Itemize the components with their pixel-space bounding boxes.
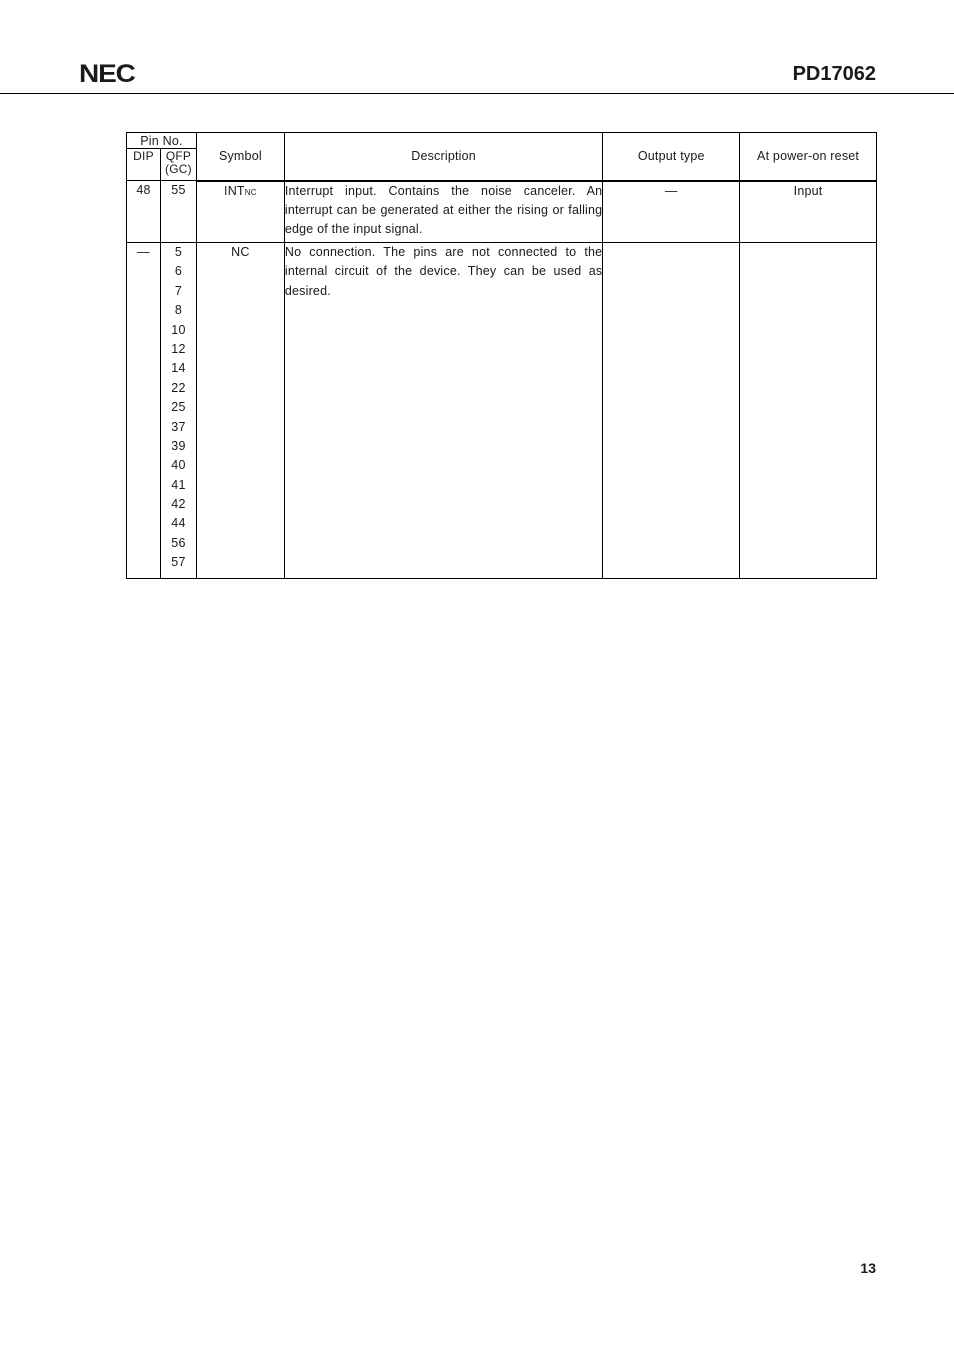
- qfp-pin: 14: [171, 361, 186, 376]
- description-cell: No connection. The pins are not connected to the internal circuit of the device. They can be used as desired.: [284, 243, 603, 579]
- document-title: PD17062: [792, 63, 876, 85]
- header-output-type: Output type: [603, 133, 740, 181]
- symbol-cell: [196, 181, 284, 243]
- qfp-pin: 6: [174, 264, 183, 279]
- qfp-pin: 37: [171, 419, 186, 434]
- header-pin-no: Pin No.: [127, 133, 197, 149]
- qfp-pin: 7: [174, 283, 183, 298]
- qfp-pin: 25: [171, 400, 186, 415]
- header-power-on-reset: At power-on reset: [740, 133, 877, 181]
- dip-cell: —: [127, 243, 161, 579]
- header-qfp-line2: (GC): [165, 162, 192, 176]
- qfp-pin: 41: [171, 477, 186, 492]
- power-on-reset-cell: Input: [740, 181, 877, 243]
- qfp-pin: 39: [171, 438, 186, 453]
- qfp-pin: 40: [171, 458, 186, 473]
- header-qfp-line1: QFP: [165, 149, 192, 163]
- header-description: Description: [284, 133, 603, 181]
- page-header: [0, 0, 954, 94]
- symbol-main: INT: [224, 183, 245, 198]
- page-number: 13: [860, 1260, 876, 1276]
- qfp-pin: 42: [171, 497, 186, 512]
- qfp-list-cell: [160, 243, 196, 579]
- output-type-cell: [603, 243, 740, 579]
- table-row: [127, 243, 877, 579]
- qfp-cell: 55: [160, 181, 196, 243]
- qfp-pin: 12: [171, 341, 186, 356]
- header-dip: DIP: [127, 149, 161, 181]
- qfp-pin: 8: [174, 303, 183, 318]
- pin-function-table: [126, 132, 877, 579]
- dip-cell: 48: [127, 181, 161, 243]
- qfp-pin: 22: [171, 380, 186, 395]
- description-cell: Interrupt input. Contains the noise canceler. An interrupt can be generated at either the rising or falling edge of the input signal.: [284, 181, 603, 243]
- qfp-pin: 10: [171, 322, 186, 337]
- qfp-pin: 57: [171, 555, 186, 570]
- table-row: [127, 181, 877, 243]
- nec-logo: NEC: [79, 60, 135, 88]
- power-on-reset-cell: [740, 243, 877, 579]
- qfp-pin: 44: [171, 516, 186, 531]
- header-symbol: Symbol: [196, 133, 284, 181]
- symbol-cell: NC: [196, 243, 284, 579]
- qfp-pin: 5: [174, 245, 183, 259]
- symbol-subscript: NC: [244, 187, 257, 197]
- output-type-cell: —: [603, 181, 740, 243]
- header-qfp: [160, 149, 196, 181]
- qfp-pin: 56: [171, 535, 186, 550]
